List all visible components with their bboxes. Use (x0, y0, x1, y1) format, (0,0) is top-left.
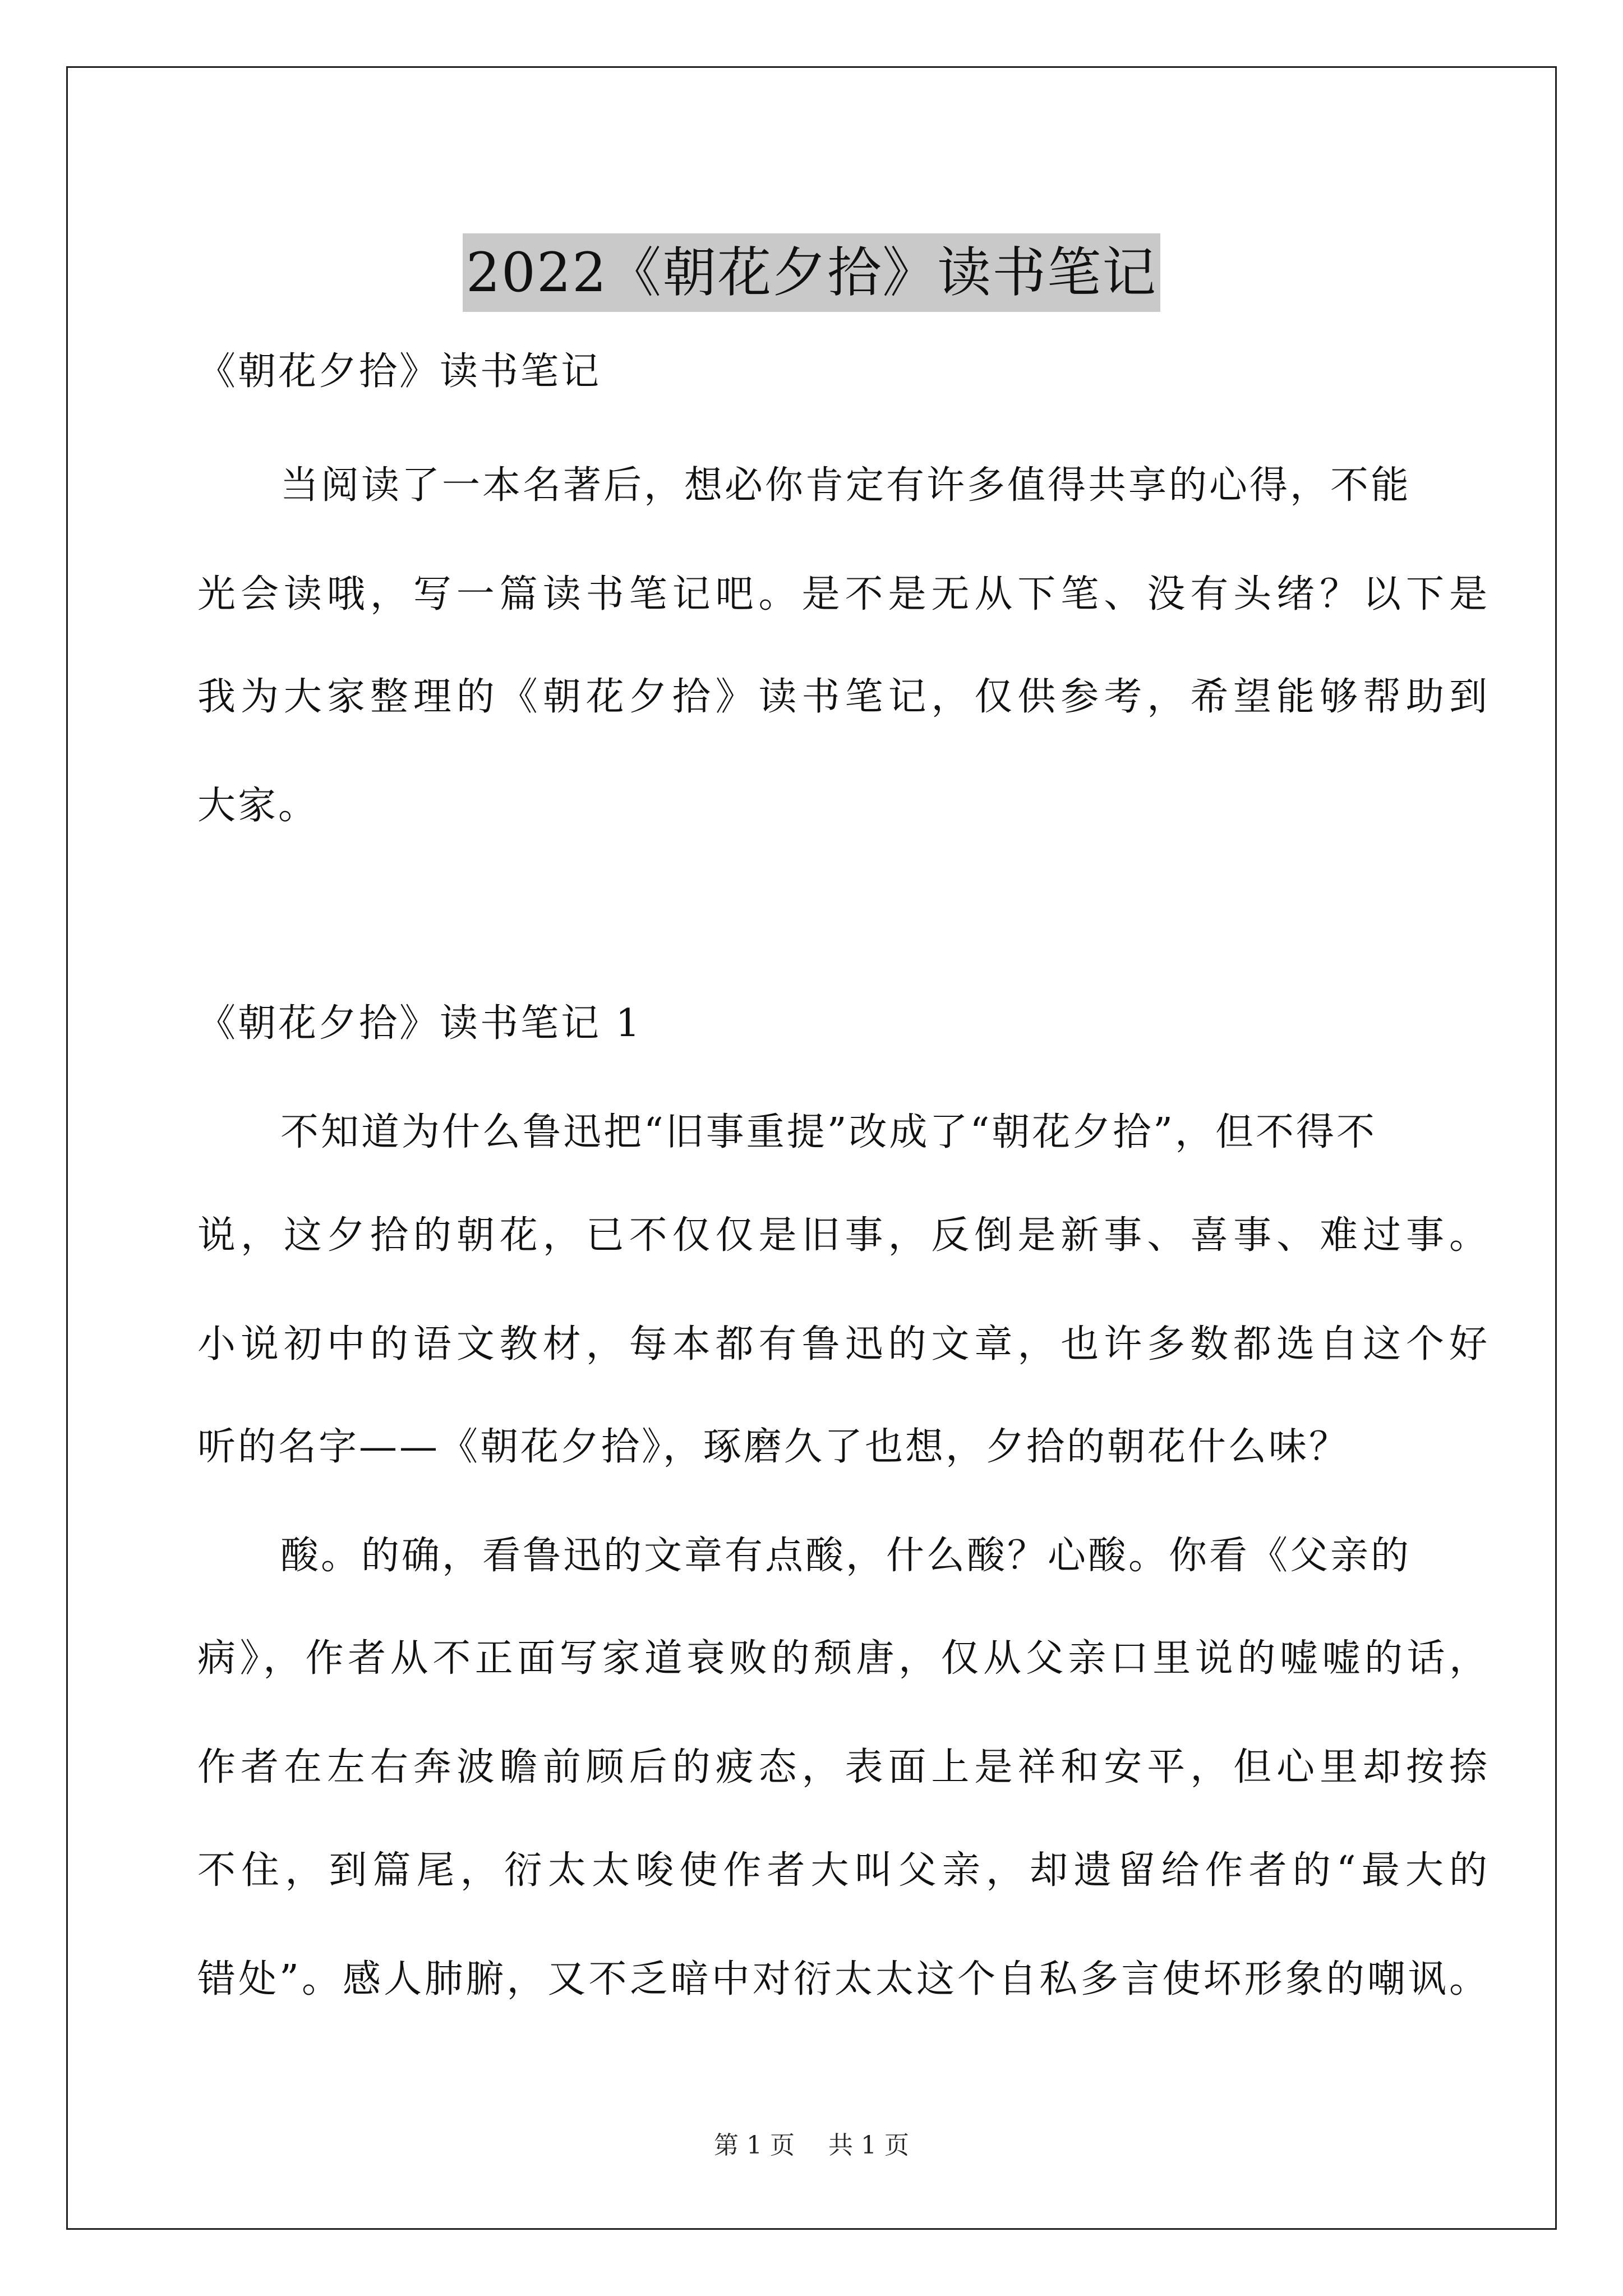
body-line: 病》，作者从不正面写家道衰败的颓唐，仅从父亲口里说的嘘嘘的话， (197, 1636, 1487, 1681)
body-line: 作者在左右奔波瞻前顾后的疲态，表面上是祥和安平，但心里却按捺 (197, 1745, 1487, 1789)
body-line: 错处”。感人肺腑，又不乏暗中对衍太太这个自私多言使坏形象的嘲讽。 (197, 1957, 1487, 2001)
page-number: 第 1 页 (714, 2131, 795, 2160)
page-total: 共 1 页 (828, 2131, 909, 2160)
title-block (0, 197, 1623, 348)
body-line: 不知道为什么鲁迅把“旧事重提”改成了“朝花夕拾”，但不得不 (280, 1110, 1377, 1154)
section-heading: 《朝花夕拾》读书笔记 1 (197, 1001, 642, 1046)
intro-line: 我为大家整理的《朝花夕拾》读书笔记，仅供参考，希望能够帮助到 (197, 675, 1487, 719)
body-line: 说，这夕拾的朝花，已不仅仅是旧事，反倒是新事、喜事、难过事。 (197, 1213, 1487, 1258)
document-title: 2022《朝花夕拾》读书笔记 (463, 233, 1160, 312)
body-line: 不住，到篇尾，衍太太唆使作者大叫父亲，却遗留给作者的“最大的 (197, 1848, 1487, 1893)
intro-line: 当阅读了一本名著后，想必你肯定有许多值得共享的心得，不能 (280, 463, 1412, 508)
page-footer (0, 2129, 1623, 2162)
document-subtitle: 《朝花夕拾》读书笔记 (197, 349, 602, 394)
intro-line: 大家。 (197, 784, 319, 828)
body-line: 酸。的确，看鲁迅的文章有点酸，什么酸？心酸。你看《父亲的 (280, 1534, 1412, 1578)
intro-line: 光会读哦，写一篇读书笔记吧。是不是无从下笔、没有头绪？以下是 (197, 572, 1487, 616)
body-line: 听的名字——《朝花夕拾》，琢磨久了也想，夕拾的朝花什么味？ (197, 1425, 1350, 1469)
body-line: 小说初中的语文教材，每本都有鲁迅的文章，也许多数都选自这个好 (197, 1322, 1487, 1366)
